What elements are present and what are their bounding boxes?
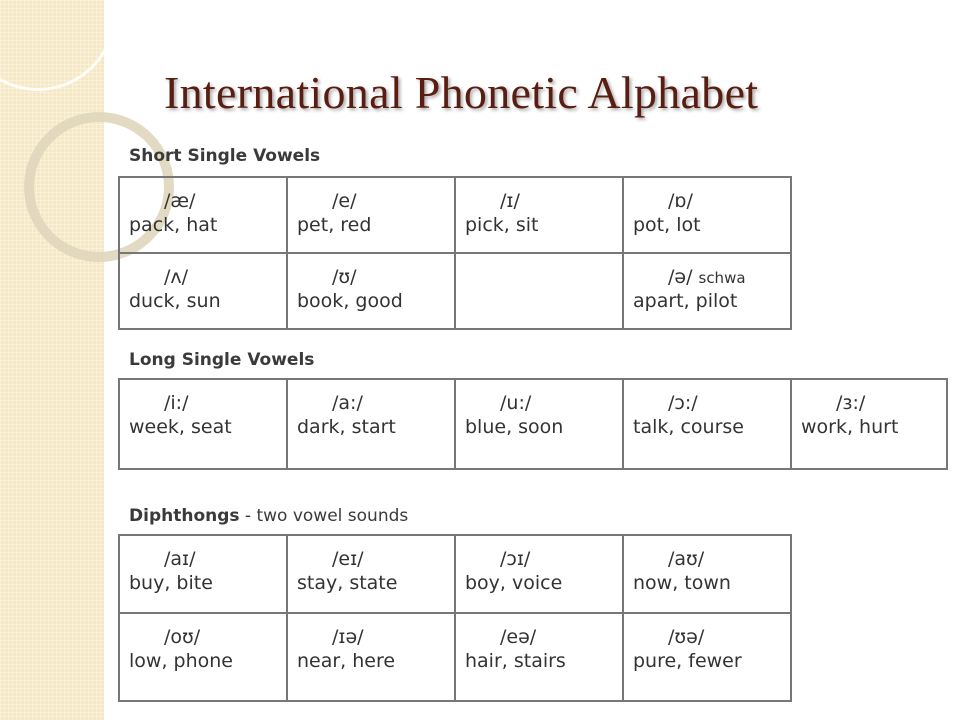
ipa-symbol: /u:/	[500, 392, 532, 414]
ipa-examples: now, town	[633, 572, 731, 594]
ipa-examples: pot, lot	[633, 214, 701, 236]
ipa-cell	[287, 613, 455, 701]
ipa-cell	[119, 379, 287, 469]
ipa-symbol: /a:/	[332, 392, 363, 414]
ipa-examples: near, here	[297, 650, 396, 672]
ipa-cell	[455, 177, 623, 253]
ipa-examples: pick, sit	[465, 214, 539, 236]
ipa-cell	[623, 535, 791, 613]
ipa-symbol: /ʊə/	[668, 626, 705, 648]
ipa-cell	[455, 535, 623, 613]
ipa-cell	[455, 613, 623, 701]
diphthongs-heading-text: Diphthongs	[129, 506, 240, 526]
ipa-examples: book, good	[297, 290, 403, 312]
section-heading-long-vowels: Long Single Vowels	[129, 350, 315, 370]
slide-title: International Phonetic Alphabet	[164, 67, 759, 118]
ipa-examples: dark, start	[297, 416, 396, 438]
ipa-examples: boy, voice	[465, 572, 563, 594]
long-vowels-table	[118, 378, 948, 470]
ipa-examples: hair, stairs	[465, 650, 566, 672]
ipa-examples: low, phone	[129, 650, 233, 672]
ipa-examples: pet, red	[297, 214, 372, 236]
ipa-cell	[119, 177, 287, 253]
ipa-cell	[287, 379, 455, 469]
ipa-symbol: /eə/	[500, 626, 537, 648]
ipa-examples: stay, state	[297, 572, 398, 594]
ipa-cell	[791, 379, 947, 469]
ipa-symbol: /ɪə/	[332, 626, 364, 648]
diphthongs-note: - two vowel sounds	[239, 506, 409, 526]
ipa-cell	[455, 379, 623, 469]
ipa-symbol: /eɪ/	[332, 548, 364, 570]
ipa-examples: week, seat	[129, 416, 232, 438]
ipa-symbol: /ɜ:/	[836, 392, 866, 414]
ipa-examples: work, hurt	[801, 416, 899, 438]
ipa-cell	[287, 177, 455, 253]
short-vowels-table	[118, 176, 792, 330]
ipa-symbol: /ɔɪ/	[500, 548, 531, 570]
ipa-cell	[119, 535, 287, 613]
section-heading-diphthongs	[129, 506, 408, 526]
ipa-symbol: /aɪ/	[164, 548, 196, 570]
ipa-examples: talk, course	[633, 416, 744, 438]
ipa-symbol: /æ/	[164, 190, 196, 212]
ipa-examples: pure, fewer	[633, 650, 742, 672]
ipa-examples: pack, hat	[129, 214, 218, 236]
ipa-cell-empty	[455, 253, 623, 329]
ipa-symbol: /i:/	[164, 392, 189, 414]
ipa-symbol	[624, 254, 790, 290]
ipa-cell	[623, 253, 791, 329]
ipa-examples: blue, soon	[465, 416, 564, 438]
section-heading-short-vowels: Short Single Vowels	[129, 146, 321, 166]
ipa-cell	[287, 535, 455, 613]
decorative-ring	[0, 0, 116, 91]
schwa-note: schwa	[698, 269, 746, 287]
ipa-cell	[623, 613, 791, 701]
ipa-cell	[119, 613, 287, 701]
ipa-symbol: /ɔ:/	[668, 392, 698, 414]
ipa-symbol: /ʊ/	[332, 266, 357, 288]
ipa-cell	[623, 379, 791, 469]
ipa-examples: apart, pilot	[633, 290, 738, 312]
ipa-examples: buy, bite	[129, 572, 213, 594]
ipa-examples: duck, sun	[129, 290, 221, 312]
ipa-cell	[287, 253, 455, 329]
ipa-cell	[623, 177, 791, 253]
decorative-sidebar	[0, 0, 104, 720]
ipa-symbol: /aʊ/	[668, 548, 705, 570]
ipa-symbol: /ɪ/	[500, 190, 520, 212]
ipa-symbol-text: /ə/	[668, 266, 693, 288]
diphthongs-table	[118, 534, 792, 702]
ipa-cell	[119, 253, 287, 329]
ipa-symbol: /oʊ/	[164, 626, 201, 648]
ipa-symbol: /e/	[332, 190, 357, 212]
ipa-symbol: /ɒ/	[668, 190, 693, 212]
ipa-symbol: /ʌ/	[164, 266, 189, 288]
